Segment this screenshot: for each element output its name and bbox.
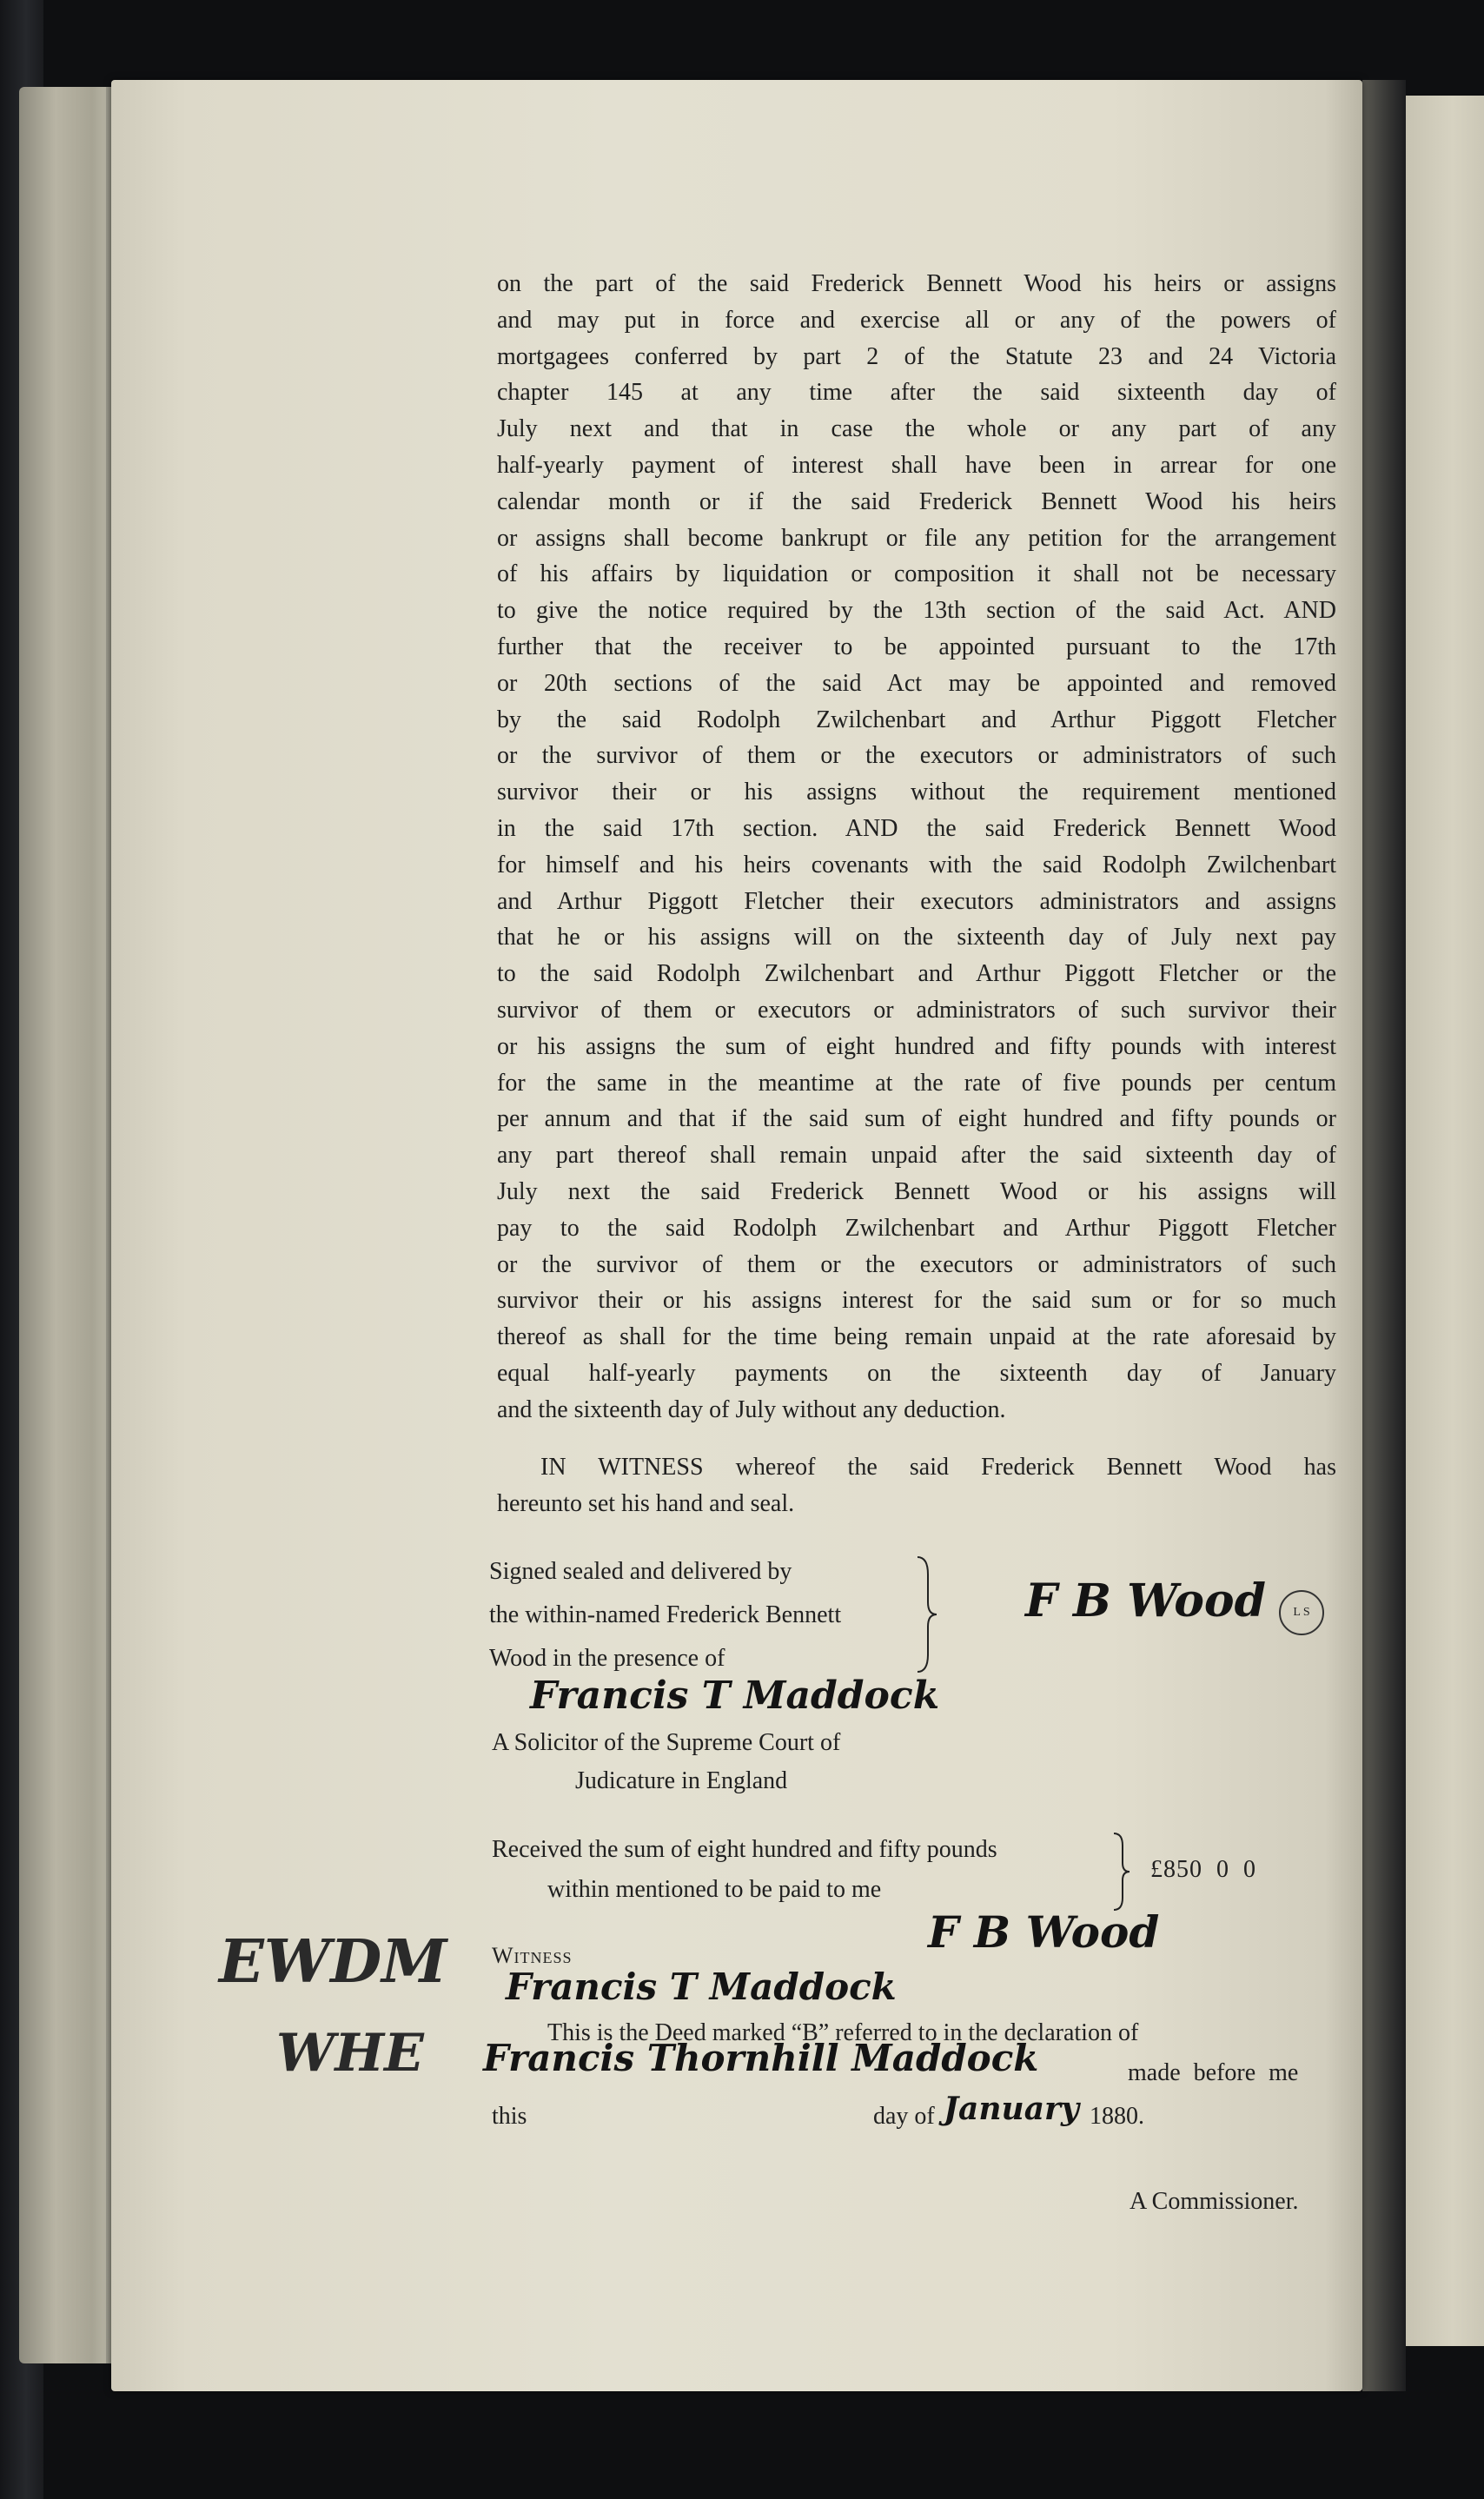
body-line: pay to the said Rodolph Zwilchenbart and Arthur Piggott Fletcher — [497, 1214, 1336, 1242]
receipt-brace — [1110, 1830, 1133, 1913]
body-line: per annum and that if the said sum of eight hundred and fifty pounds or — [497, 1105, 1336, 1133]
solicitor-line-2: Judicature in England — [575, 1767, 788, 1794]
body-line: any part thereof shall remain unpaid after the said sixteenth day of — [497, 1142, 1336, 1170]
body-line: calendar month or if the said Frederick Bennett Wood his heirs — [497, 487, 1336, 515]
in-witness-paragraph — [497, 1449, 1336, 1522]
receipt-line-2: within mentioned to be paid to me — [547, 1876, 882, 1903]
receipt-signature: F B Wood — [928, 1906, 1160, 1958]
body-line: and Arthur Piggott Fletcher their executors administrators and assigns — [497, 887, 1336, 915]
body-line: mortgagees conferred by part 2 of the Statute 23 and 24 Victoria — [497, 342, 1336, 370]
signing-line-2: the within-named Frederick Bennett — [489, 1601, 842, 1628]
body-line: and may put in force and exercise all or any of the powers of — [497, 306, 1336, 334]
witness-label: Witness — [492, 1943, 573, 1968]
receipt-amount: £850 0 0 — [1150, 1856, 1256, 1883]
deed-body-text — [497, 266, 1336, 1428]
declaration-line-1: This is the Deed marked “B” referred to in the declaration of — [547, 2019, 1139, 2046]
year-text: 1880. — [1090, 2103, 1144, 2130]
witness-line-2: hereunto set his hand and seal. — [497, 1490, 795, 1517]
signing-line-3: Wood in the presence of — [489, 1645, 725, 1672]
body-line: or assigns shall become bankrupt or file any petition for the arrangement — [497, 524, 1336, 552]
body-line: July next the said Frederick Bennett Wood or his assigns will — [497, 1177, 1336, 1205]
month-handwritten: January — [944, 2091, 1079, 2127]
body-line: for himself and his heirs covenants with the said Rodolph Zwilchenbart — [497, 851, 1336, 878]
day-of-text: day of — [873, 2103, 935, 2130]
witness-line-1: IN WITNESS whereof the said Frederick Bennett Wood has — [540, 1454, 1336, 1481]
signing-line-1: Signed sealed and delivered by — [489, 1558, 792, 1585]
body-line: on the part of the said Frederick Bennett Wood his heirs or assigns — [497, 270, 1336, 297]
margin-initials-1: EWDM — [219, 1927, 447, 1997]
body-line: equal half-yearly payments on the sixteenth day of January — [497, 1359, 1336, 1387]
body-line: or the survivor of them or the executors or administrators of such — [497, 742, 1336, 770]
grantor-signature: F B Wood — [1025, 1574, 1266, 1627]
page-shadow-right — [1362, 80, 1406, 2391]
body-line: or the survivor of them or the executors or administrators of such — [497, 1250, 1336, 1278]
body-line: chapter 145 at any time after the said sixteenth day of — [497, 379, 1336, 407]
body-line: survivor of them or executors or administrators of such survivor their — [497, 996, 1336, 1024]
made-before-text: made before me — [1128, 2059, 1299, 2086]
body-line: by the said Rodolph Zwilchenbart and Arthur Piggott Fletcher — [497, 706, 1336, 733]
body-line: in the said 17th section. AND the said Frederick Bennett Wood — [497, 814, 1336, 842]
margin-initials-2: WHE — [276, 2023, 424, 2084]
body-line: to give the notice required by the 13th section of the said Act. AND — [497, 597, 1336, 625]
signing-clause — [489, 1550, 841, 1680]
body-line: survivor their or his assigns without the requirement mentioned — [497, 779, 1336, 806]
body-line: thereof as shall for the time being remain unpaid at the rate aforesaid by — [497, 1323, 1336, 1351]
signing-brace — [914, 1554, 940, 1675]
body-line: further that the receiver to be appointed pursuant to the 17th — [497, 633, 1336, 660]
declarant-name: Francis Thornhill Maddock — [483, 2037, 1039, 2079]
body-line: for the same in the meantime at the rate of five pounds per centum — [497, 1069, 1336, 1097]
commissioner-text: A Commissioner. — [1130, 2188, 1299, 2215]
body-line: and the sixteenth day of July without any deduction. — [497, 1395, 1006, 1423]
receipt-line-1: Received the sum of eight hundred and fifty pounds — [492, 1836, 997, 1863]
receipt-witness-signature: Francis T Maddock — [506, 1965, 897, 2008]
receipt-clause — [492, 1830, 997, 1910]
next-page-edge — [1406, 96, 1484, 2346]
body-line: to the said Rodolph Zwilchenbart and Arthur Piggott Fletcher or the — [497, 960, 1336, 988]
body-line: or his assigns the sum of eight hundred and fifty pounds with interest — [497, 1032, 1336, 1060]
body-line: or 20th sections of the said Act may be appointed and removed — [497, 669, 1336, 697]
solicitor-line-1: A Solicitor of the Supreme Court of — [492, 1729, 841, 1756]
body-line: of his affairs by liquidation or composition it shall not be necessary — [497, 560, 1336, 588]
body-line: that he or his assigns will on the sixteenth day of July next pay — [497, 924, 1336, 951]
solicitor-designation — [492, 1724, 840, 1800]
body-line: half-yearly payment of interest shall have been in arrear for one — [497, 451, 1336, 479]
body-line: July next and that in case the whole or any part of any — [497, 415, 1336, 443]
this-text: this — [492, 2103, 527, 2130]
witness-signature: Francis T Maddock — [530, 1674, 940, 1718]
body-line: survivor their or his assigns interest for the said sum or for so much — [497, 1287, 1336, 1315]
seal-mark: L S — [1279, 1590, 1324, 1635]
